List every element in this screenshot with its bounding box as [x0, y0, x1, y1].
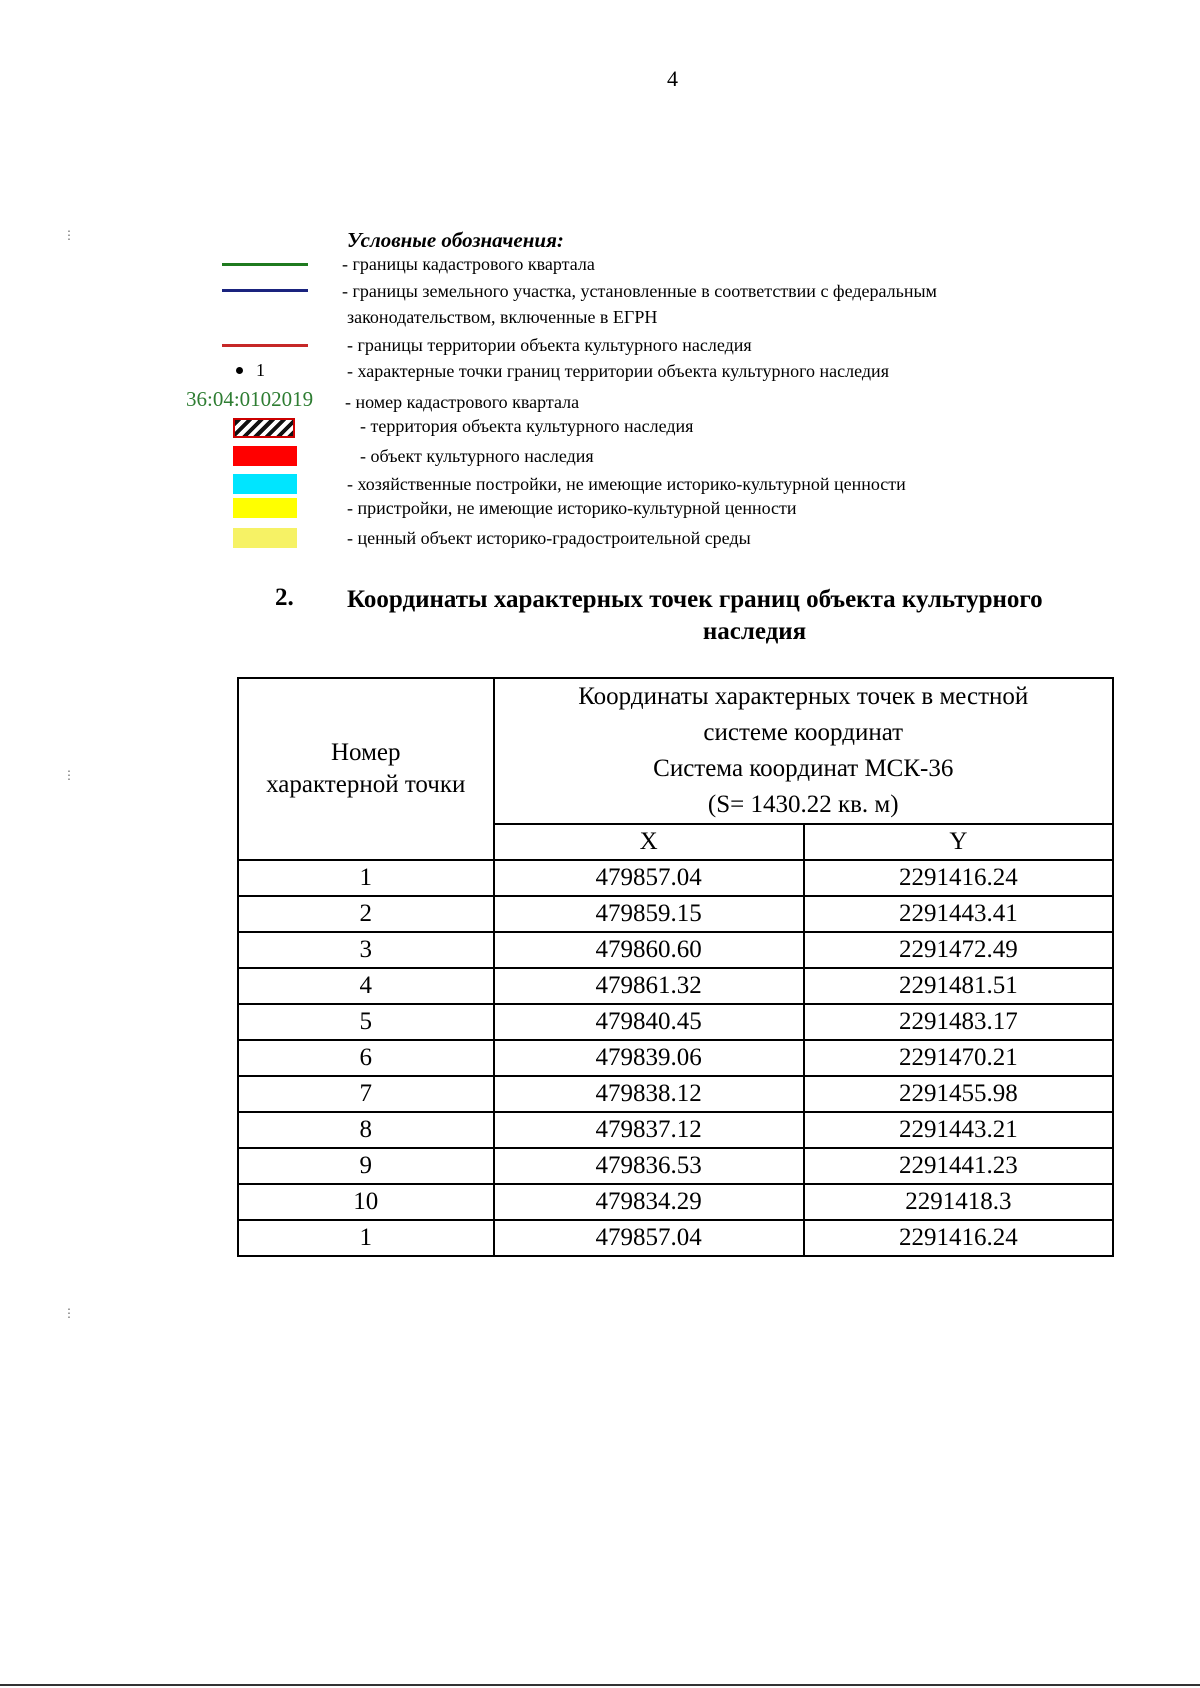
cell-y: 2291416.24 [804, 860, 1113, 896]
margin-mark: ⋮ [63, 228, 75, 242]
header-line: (S= 1430.22 кв. м) [707, 791, 899, 818]
cell-x: 479857.04 [494, 860, 804, 896]
header-line: системе координат [703, 719, 904, 746]
cell-y: 2291416.24 [804, 1220, 1113, 1256]
legend-item [0, 446, 1200, 470]
legend-item-text: - пристройки, не имеющие историко-культурной ценности [347, 498, 797, 518]
table-row [238, 1004, 1113, 1040]
margin-mark: ⋮ [63, 1306, 75, 1320]
legend-item [0, 474, 1200, 498]
cell-point: 6 [238, 1040, 494, 1076]
legend-item-text: - объект культурного наследия [360, 446, 594, 466]
cell-point: 1 [238, 1220, 494, 1256]
legend-item [0, 361, 1200, 385]
table-row [238, 1184, 1113, 1220]
cell-point: 2 [238, 896, 494, 932]
cell-y: 2291441.23 [804, 1148, 1113, 1184]
legend-item-text: - характерные точки границ территории объекта культурного наследия [347, 361, 889, 381]
legend-item [0, 528, 1200, 552]
legend-item-text: - границы кадастрового квартала [342, 254, 595, 274]
header-coordinates [494, 678, 1113, 824]
section-number: 2. [275, 584, 294, 611]
table-row [238, 896, 1113, 932]
legend-item [0, 281, 1200, 305]
cell-y: 2291443.21 [804, 1112, 1113, 1148]
cyan-swatch-icon [233, 474, 297, 494]
legend-item [0, 387, 1200, 414]
cadastral-quarter-line-symbol [222, 263, 308, 266]
legend-item [0, 416, 1200, 440]
legend-item-text: законодательством, включенные в ЕГРН [347, 307, 658, 327]
cell-x: 479857.04 [494, 1220, 804, 1256]
table-row [238, 1112, 1113, 1148]
cell-point: 1 [238, 860, 494, 896]
cell-x: 479836.53 [494, 1148, 804, 1184]
section-title-line: наследия [702, 618, 807, 645]
heritage-territory-line-symbol [222, 344, 308, 347]
cell-point: 10 [238, 1184, 494, 1220]
cell-point: 4 [238, 968, 494, 1004]
cell-point: 8 [238, 1112, 494, 1148]
legend-item [0, 307, 1200, 331]
legend-item [0, 254, 1200, 278]
cell-y: 2291483.17 [804, 1004, 1113, 1040]
legend-item-text: - номер кадастрового квартала [345, 392, 580, 412]
legend-item-text: - территория объекта культурного наследия [360, 416, 694, 436]
point-dot-icon [236, 367, 243, 374]
legend-item-text: - ценный объект историко-градостроительной среды [347, 528, 751, 548]
table-row [238, 968, 1113, 1004]
section-title-line: Координаты характерных точек границ объекта культурного [347, 586, 1043, 613]
legend-item-text: - хозяйственные постройки, не имеющие историко-культурной ценности [347, 474, 906, 494]
cell-point: 5 [238, 1004, 494, 1040]
cell-y: 2291455.98 [804, 1076, 1113, 1112]
header-point-number [238, 678, 494, 860]
header-y: Y [804, 824, 1113, 860]
cell-y: 2291418.3 [804, 1184, 1113, 1220]
legend-item-text: - границы территории объекта культурного наследия [347, 335, 752, 355]
cell-y: 2291443.41 [804, 896, 1113, 932]
legend-item [0, 335, 1200, 359]
cell-x: 479840.45 [494, 1004, 804, 1040]
cell-x: 479834.29 [494, 1184, 804, 1220]
light-yellow-swatch-icon [233, 528, 297, 548]
table-row [238, 932, 1113, 968]
cell-y: 2291470.21 [804, 1040, 1113, 1076]
cell-x: 479861.32 [494, 968, 804, 1004]
cell-x: 479839.06 [494, 1040, 804, 1076]
margin-mark: ⋮ [63, 768, 75, 782]
land-plot-line-symbol [222, 289, 308, 292]
point-label: 1 [256, 360, 265, 380]
page-number: 4 [667, 66, 678, 91]
table-row [238, 1220, 1113, 1256]
coordinates-table-body [238, 860, 1113, 1256]
legend-item-text: - границы земельного участка, установленные в соответствии с федеральным [342, 281, 937, 301]
header-line: Координаты характерных точек в местной [578, 683, 1029, 710]
cell-point: 3 [238, 932, 494, 968]
cell-point: 9 [238, 1148, 494, 1184]
cell-point: 7 [238, 1076, 494, 1112]
header-x: X [494, 824, 804, 860]
legend-item [0, 498, 1200, 522]
table-row [238, 1040, 1113, 1076]
coordinates-table [237, 677, 1114, 1257]
bottom-rule [0, 1684, 1200, 1686]
table-row [238, 1076, 1113, 1112]
cell-y: 2291472.49 [804, 932, 1113, 968]
cadastral-number-sample: 36:04:0102019 [186, 387, 314, 411]
table-row [238, 1148, 1113, 1184]
legend-title: Условные обозначения: [347, 228, 564, 252]
red-swatch-icon [233, 446, 297, 466]
cell-x: 479860.60 [494, 932, 804, 968]
table-row [238, 860, 1113, 896]
header-line: Система координат МСК-36 [653, 755, 954, 782]
cell-x: 479859.15 [494, 896, 804, 932]
cell-x: 479837.12 [494, 1112, 804, 1148]
section-title [347, 584, 1200, 648]
cell-y: 2291481.51 [804, 968, 1113, 1004]
header-point-text: Номер характерной точки [266, 739, 466, 798]
hatch-swatch-icon [233, 418, 295, 438]
cell-x: 479838.12 [494, 1076, 804, 1112]
yellow-swatch-icon [233, 498, 297, 518]
